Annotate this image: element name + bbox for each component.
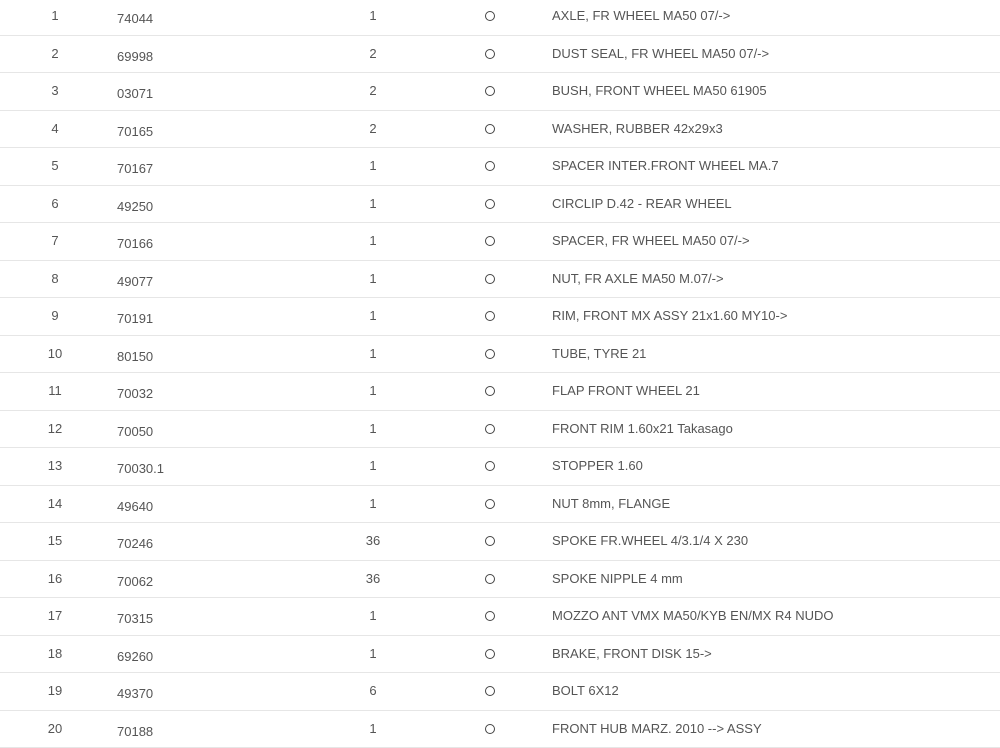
part-code: 49250 — [117, 186, 153, 223]
part-description: NUT, FR AXLE MA50 M.07/-> — [552, 261, 724, 298]
part-code: 49640 — [117, 486, 153, 523]
part-code: 70191 — [117, 298, 153, 335]
part-code: 74044 — [117, 0, 153, 35]
table-row[interactable] — [0, 148, 1000, 186]
position-number: 17 — [0, 598, 110, 635]
position-number: 7 — [0, 223, 110, 260]
table-row[interactable] — [0, 673, 1000, 711]
part-description: SPACER INTER.FRONT WHEEL MA.7 — [552, 148, 779, 185]
part-description: NUT 8mm, FLANGE — [552, 486, 670, 523]
select-radio[interactable] — [485, 49, 495, 59]
part-code: 70050 — [117, 411, 153, 448]
quantity: 1 — [330, 261, 416, 298]
quantity: 6 — [330, 673, 416, 710]
part-description: FLAP FRONT WHEEL 21 — [552, 373, 700, 410]
position-number: 16 — [0, 561, 110, 598]
select-cell — [482, 636, 498, 673]
part-description: BRAKE, FRONT DISK 15-> — [552, 636, 712, 673]
part-code: 70315 — [117, 598, 153, 635]
select-radio[interactable] — [485, 11, 495, 21]
select-cell — [482, 298, 498, 335]
part-code: 70167 — [117, 148, 153, 185]
part-code: 03071 — [117, 73, 153, 110]
select-radio[interactable] — [485, 311, 495, 321]
quantity: 1 — [330, 336, 416, 373]
table-row[interactable] — [0, 261, 1000, 299]
quantity: 1 — [330, 223, 416, 260]
quantity: 1 — [330, 448, 416, 485]
part-description: STOPPER 1.60 — [552, 448, 643, 485]
part-code: 70188 — [117, 711, 153, 748]
part-code: 70062 — [117, 561, 153, 598]
select-radio[interactable] — [485, 161, 495, 171]
part-description: BUSH, FRONT WHEEL MA50 61905 — [552, 73, 767, 110]
quantity: 1 — [330, 298, 416, 335]
select-cell — [482, 411, 498, 448]
quantity: 1 — [330, 411, 416, 448]
select-cell — [482, 486, 498, 523]
select-cell — [482, 261, 498, 298]
select-cell — [482, 598, 498, 635]
select-radio[interactable] — [485, 424, 495, 434]
position-number: 6 — [0, 186, 110, 223]
quantity: 1 — [330, 0, 416, 35]
select-radio[interactable] — [485, 274, 495, 284]
quantity: 1 — [330, 711, 416, 748]
table-row[interactable] — [0, 186, 1000, 224]
select-radio[interactable] — [485, 499, 495, 509]
select-cell — [482, 36, 498, 73]
position-number: 5 — [0, 148, 110, 185]
select-cell — [482, 111, 498, 148]
select-cell — [482, 373, 498, 410]
position-number: 18 — [0, 636, 110, 673]
part-description: SPOKE NIPPLE 4 mm — [552, 561, 683, 598]
table-row[interactable] — [0, 223, 1000, 261]
table-row[interactable] — [0, 111, 1000, 149]
table-row[interactable] — [0, 298, 1000, 336]
table-row[interactable] — [0, 711, 1000, 748]
select-radio[interactable] — [485, 574, 495, 584]
position-number: 20 — [0, 711, 110, 748]
part-description: WASHER, RUBBER 42x29x3 — [552, 111, 723, 148]
select-cell — [482, 73, 498, 110]
part-description: FRONT RIM 1.60x21 Takasago — [552, 411, 733, 448]
part-code: 70030.1 — [117, 448, 164, 485]
position-number: 10 — [0, 336, 110, 373]
part-code: 69998 — [117, 36, 153, 73]
part-description: SPOKE FR.WHEEL 4/3.1/4 X 230 — [552, 523, 748, 560]
select-cell — [482, 561, 498, 598]
quantity: 1 — [330, 148, 416, 185]
select-radio[interactable] — [485, 724, 495, 734]
position-number: 1 — [0, 0, 110, 35]
position-number: 2 — [0, 36, 110, 73]
part-description: DUST SEAL, FR WHEEL MA50 07/-> — [552, 36, 769, 73]
part-code: 70166 — [117, 223, 153, 260]
part-code: 49077 — [117, 261, 153, 298]
quantity: 1 — [330, 598, 416, 635]
select-cell — [482, 223, 498, 260]
select-radio[interactable] — [485, 649, 495, 659]
table-row[interactable] — [0, 448, 1000, 486]
quantity: 1 — [330, 486, 416, 523]
table-row[interactable] — [0, 36, 1000, 74]
table-row[interactable] — [0, 486, 1000, 524]
select-radio[interactable] — [485, 124, 495, 134]
position-number: 8 — [0, 261, 110, 298]
select-radio[interactable] — [485, 686, 495, 696]
position-number: 14 — [0, 486, 110, 523]
part-description: FRONT HUB MARZ. 2010 --> ASSY — [552, 711, 762, 748]
quantity: 36 — [330, 561, 416, 598]
table-row[interactable] — [0, 336, 1000, 374]
select-radio[interactable] — [485, 536, 495, 546]
position-number: 11 — [0, 373, 110, 410]
part-description: BOLT 6X12 — [552, 673, 619, 710]
position-number: 12 — [0, 411, 110, 448]
table-row[interactable] — [0, 523, 1000, 561]
table-row[interactable] — [0, 0, 1000, 36]
part-code: 70246 — [117, 523, 153, 560]
quantity: 36 — [330, 523, 416, 560]
select-radio[interactable] — [485, 611, 495, 621]
part-code: 49370 — [117, 673, 153, 710]
position-number: 19 — [0, 673, 110, 710]
select-cell — [482, 336, 498, 373]
table-row[interactable] — [0, 373, 1000, 411]
part-description: TUBE, TYRE 21 — [552, 336, 646, 373]
table-row[interactable] — [0, 73, 1000, 111]
part-code: 69260 — [117, 636, 153, 673]
select-cell — [482, 448, 498, 485]
select-radio[interactable] — [485, 199, 495, 209]
select-radio[interactable] — [485, 461, 495, 471]
part-description: CIRCLIP D.42 - REAR WHEEL — [552, 186, 732, 223]
quantity: 1 — [330, 186, 416, 223]
part-code: 70032 — [117, 373, 153, 410]
part-code: 70165 — [117, 111, 153, 148]
table-row[interactable] — [0, 636, 1000, 674]
position-number: 15 — [0, 523, 110, 560]
quantity: 2 — [330, 36, 416, 73]
part-description: SPACER, FR WHEEL MA50 07/-> — [552, 223, 750, 260]
table-row[interactable] — [0, 411, 1000, 449]
part-description: AXLE, FR WHEEL MA50 07/-> — [552, 0, 730, 35]
select-radio[interactable] — [485, 349, 495, 359]
part-code: 80150 — [117, 336, 153, 373]
select-cell — [482, 0, 498, 35]
select-cell — [482, 711, 498, 748]
table-row[interactable] — [0, 561, 1000, 599]
quantity: 1 — [330, 636, 416, 673]
select-radio[interactable] — [485, 386, 495, 396]
select-cell — [482, 186, 498, 223]
select-cell — [482, 523, 498, 560]
quantity: 2 — [330, 111, 416, 148]
position-number: 4 — [0, 111, 110, 148]
position-number: 9 — [0, 298, 110, 335]
position-number: 3 — [0, 73, 110, 110]
table-row[interactable] — [0, 598, 1000, 636]
quantity: 2 — [330, 73, 416, 110]
quantity: 1 — [330, 373, 416, 410]
select-radio[interactable] — [485, 236, 495, 246]
position-number: 13 — [0, 448, 110, 485]
select-cell — [482, 148, 498, 185]
select-cell — [482, 673, 498, 710]
part-description: RIM, FRONT MX ASSY 21x1.60 MY10-> — [552, 298, 787, 335]
part-description: MOZZO ANT VMX MA50/KYB EN/MX R4 NUDO — [552, 598, 833, 635]
select-radio[interactable] — [485, 86, 495, 96]
